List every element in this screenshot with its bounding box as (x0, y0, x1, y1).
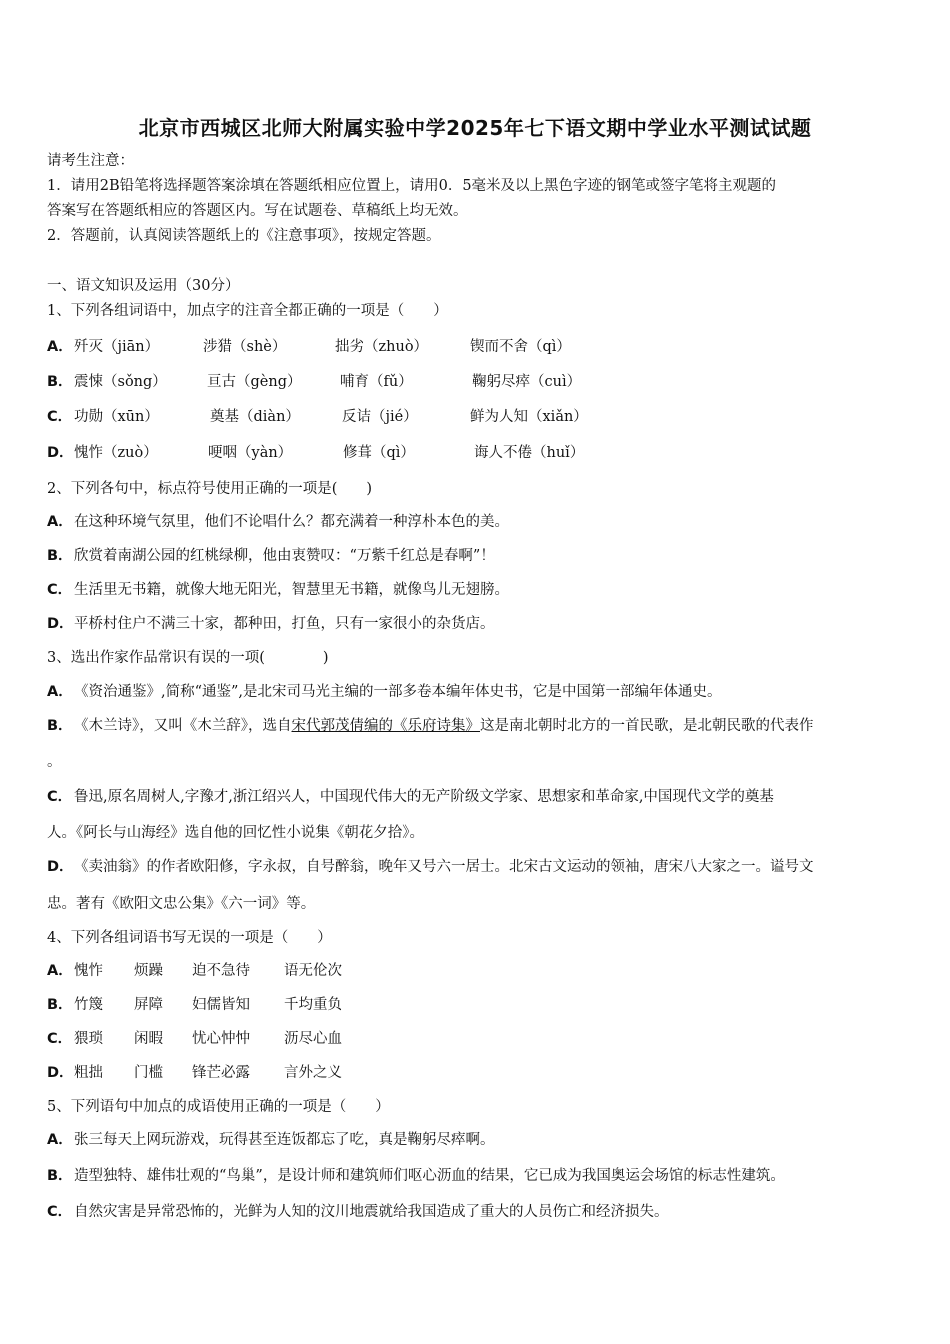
option-text: 平桥村住户不满三十家，都种田，打鱼，只有一家很小的杂货店。 (74, 616, 495, 632)
option-item: 亘古（gèng） (207, 374, 302, 390)
option-item: 愧怍 (74, 963, 103, 979)
q4-option-d (47, 1063, 342, 1083)
option-label: A． (47, 339, 73, 355)
q4-option-c (47, 1029, 342, 1049)
option-item: 震悚（sǒng） (74, 374, 167, 390)
option-label: D． (47, 1065, 74, 1081)
option-label: C． (47, 1204, 73, 1220)
q2-option-a (47, 512, 509, 532)
option-item: 诲人不倦（huǐ） (474, 445, 585, 461)
option-text: 张三每天上网玩游戏，玩得甚至连饭都忘了吃，真是鞠躬尽瘁啊。 (74, 1132, 495, 1148)
q4-option-b (47, 995, 342, 1015)
q3-option-b-continued: 。 (47, 754, 62, 770)
q3-option-d-continued: 忠。著有《欧阳文忠公集》《六一词》等。 (47, 896, 316, 912)
option-label: C． (47, 789, 73, 805)
q1-option-d (47, 443, 585, 463)
option-label: D． (47, 445, 74, 461)
option-text: 欣赏着南湖公园的红桃绿柳，他由衷赞叹：“万紫千红总是春啊”！ (74, 548, 495, 564)
q2-option-b (47, 546, 495, 566)
option-item: 歼灭（jiān） (74, 339, 160, 355)
option-item: 鲜为人知（xiǎn） (470, 409, 588, 425)
option-label: B． (47, 718, 73, 734)
q1-option-c (47, 407, 588, 427)
option-item: 涉猎（shè） (203, 339, 287, 355)
notice-item-2: 2．答题前，认真阅读答题纸上的《注意事项》，按规定答题。 (47, 228, 441, 244)
option-item: 猥琐 (74, 1031, 103, 1047)
q3-stem: 3、选出作家作品常识有误的一项( ) (47, 650, 329, 666)
option-item: 语无伦次 (284, 963, 342, 979)
option-text: 《资治通鉴》,简称“通鉴”,是北宋司马光主编的一部多卷本编年体史书，它是中国第一部编年体通史。 (74, 684, 722, 700)
option-text: 鲁迅,原名周树人,字豫才,浙江绍兴人，中国现代伟大的无产阶级文学家、思想家和革命家,中国现代文学的奠基 (74, 789, 774, 805)
q3-option-b (47, 716, 814, 736)
option-text: 这是南北朝时北方的一首民歌，是北朝民歌的代表作 (480, 718, 814, 734)
q5-option-a (47, 1130, 495, 1150)
notice-item-1-line-1: 1．请用2B铅笔将选择题答案涂填在答题纸相应位置上，请用0．5毫米及以上黑色字迹的钢笔或签字笔将主观题的 (47, 178, 777, 194)
option-text-underlined: 宋代郭茂倩编的《乐府诗集》 (291, 718, 480, 734)
q4-stem: 4、下列各组词语书写无误的一项是（ ） (47, 930, 332, 946)
option-label: D． (47, 616, 74, 632)
q1-stem: 1、下列各组词语中，加点字的注音全都正确的一项是（ ） (47, 303, 448, 319)
option-item: 门槛 (134, 1065, 163, 1081)
option-label: C． (47, 409, 73, 425)
option-label: C． (47, 582, 73, 598)
option-item: 妇儒皆知 (192, 997, 250, 1013)
option-item: 沥尽心血 (284, 1031, 342, 1047)
q1-option-b (47, 372, 582, 392)
option-item: 粗拙 (74, 1065, 103, 1081)
option-label: A． (47, 1132, 73, 1148)
q5-option-c (47, 1202, 669, 1222)
option-label: B． (47, 548, 73, 564)
q2-stem: 2、下列各句中，标点符号使用正确的一项是( ) (47, 481, 373, 497)
q3-option-a (47, 682, 722, 702)
option-item: 屏障 (134, 997, 163, 1013)
option-text: 造型独特、雄伟壮观的“鸟巢”，是设计师和建筑师们呕心沥血的结果，它已成为我国奥运会场馆的标志性建筑。 (74, 1168, 785, 1184)
q3-option-c-continued: 人。《阿长与山海经》选自他的回忆性小说集《朝花夕拾》。 (47, 825, 424, 841)
option-item: 竹篾 (74, 997, 103, 1013)
option-text: 在这种环境气氛里，他们不论唱什么？都充满着一种淳朴本色的美。 (74, 514, 509, 530)
option-item: 哽咽（yàn） (208, 445, 293, 461)
q5-stem: 5、下列语句中加点的成语使用正确的一项是（ ） (47, 1099, 390, 1115)
q4-option-a (47, 961, 342, 981)
option-item: 哺育（fǔ） (340, 374, 413, 390)
notice-item-1-line-2: 答案写在答题纸相应的答题区内。写在试题卷、草稿纸上均无效。 (47, 203, 468, 219)
q3-option-c (47, 787, 774, 807)
option-text: 自然灾害是异常恐怖的，光鲜为人知的汶川地震就给我国造成了重大的人员伤亡和经济损失。 (74, 1204, 669, 1220)
option-label: A． (47, 514, 73, 530)
option-item: 千均重负 (284, 997, 342, 1013)
option-label: C． (47, 1031, 73, 1047)
page-title: 北京市西城区北师大附属实验中学2025年七下语文期中学业水平测试试题 (138, 116, 812, 140)
section-heading: 一、语文知识及运用（30分） (47, 278, 240, 294)
option-label: A． (47, 963, 73, 979)
option-text: 生活里无书籍，就像大地无阳光，智慧里无书籍，就像鸟儿无翅膀。 (74, 582, 509, 598)
option-label: B． (47, 1168, 73, 1184)
option-text: 《木兰诗》，又叫《木兰辞》，选自 (74, 718, 292, 734)
option-item: 忧心忡忡 (192, 1031, 250, 1047)
notice-heading: 请考生注意： (47, 153, 134, 169)
option-item: 功勋（xūn） (74, 409, 159, 425)
q3-option-d (47, 857, 814, 877)
q1-option-a (47, 337, 571, 357)
q2-option-d (47, 614, 495, 634)
option-label: D． (47, 859, 74, 875)
q2-option-c (47, 580, 509, 600)
option-text: 《卖油翁》的作者欧阳修，字永叔，自号醉翁，晚年又号六一居士。北宋古文运动的领袖，唐宋八大家之一。谥号文 (74, 859, 814, 875)
option-item: 奠基（diàn） (210, 409, 300, 425)
option-item: 愧怍（zuò） (74, 445, 158, 461)
option-label: B． (47, 997, 73, 1013)
option-item: 修葺（qì） (343, 445, 415, 461)
option-item: 迫不急待 (192, 963, 250, 979)
option-item: 烦躁 (134, 963, 163, 979)
q5-option-b (47, 1166, 785, 1186)
option-item: 鞠躬尽瘁（cuì） (472, 374, 582, 390)
option-label: B． (47, 374, 73, 390)
option-item: 闲暇 (134, 1031, 163, 1047)
option-item: 拙劣（zhuò） (335, 339, 429, 355)
option-item: 锲而不舍（qì） (470, 339, 571, 355)
option-item: 反诘（jié） (342, 409, 418, 425)
option-item: 言外之义 (284, 1065, 342, 1081)
option-label: A． (47, 684, 73, 700)
option-item: 锋芒必露 (192, 1065, 250, 1081)
